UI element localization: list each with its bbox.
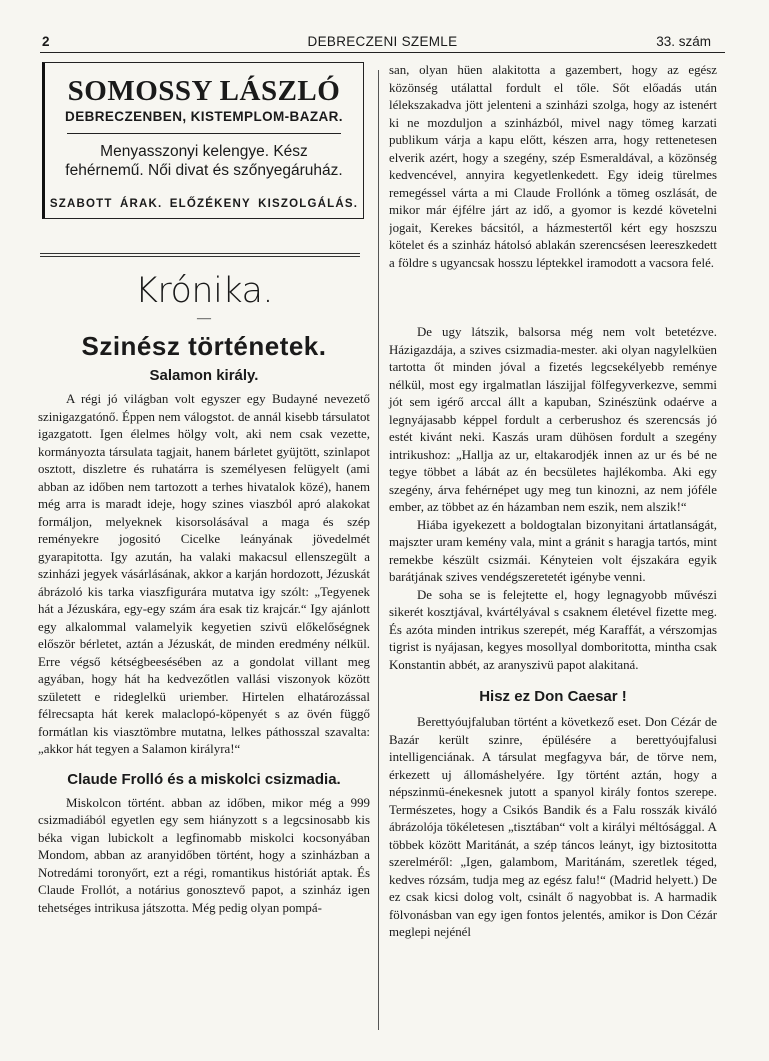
left-column: [38, 62, 370, 987]
paragraph-innocence: Hiába igyekezett a boldogtalan bizonyitani ártatlanságát, majszter uram kemény vala, mint a gránit s haragja tartós, mint remekbe készült csizmái. Kényteien volt éjszakára egyik barátjának szives vendégszeretetét igénybe venni.: [389, 517, 717, 584]
ad-address: DEBRECZENBEN, KISTEMPLOM-BAZAR.: [65, 109, 343, 124]
paragraph-frollo-continued: [389, 62, 717, 324]
ad-name: SOMOSSY LÁSZLÓ: [67, 75, 341, 107]
running-header: [40, 30, 725, 53]
article-headline: Szinész történetek.: [81, 331, 327, 361]
publication-title: DEBRECZENI SZEMLE: [307, 34, 458, 49]
section-rule: [40, 253, 360, 254]
subheading-don-caesar: Hisz ez Don Caesar !: [479, 688, 627, 705]
issue-number: 33. szám: [656, 34, 711, 49]
subheading-frollo: Claude Frolló és a miskolci csizmadia.: [67, 770, 341, 788]
section-rule-second: [40, 256, 360, 257]
right-column: [389, 62, 717, 942]
ad-terms: SZABOTT ÁRAK. ELŐZÉKENY KISZOLGÁLÁS.: [49, 198, 359, 210]
column-divider: [378, 70, 379, 1030]
subheading-salamon: Salamon király.: [149, 367, 259, 384]
paragraph-don-caesar: Berettyóujfaluban történt a következő eset. Don Cézár de Bazár került szinre, épülésére a berettyóujfalusi intelligenciának. A társulat megfagyva bár, de törve nem, érkezett uj állomáshelyére. Igy történt aztán, hogy a népszinmü-énekesnek jutott a spanyol király fontos szerepe. Természetes, hogy a Csikós Bandik és a Falu rosszák kiváló ábrázolója tökéletesen „tisztában“ volt a királyi méltósággal. A többek között Maritánát, a szép táncos leányt, igy biztositotta szerelméről: „Igen, galambom, Maritánám, szeretlek téged, kedves rózsám, tudja meg az egész falu!“ (Madrid helyett.) De ez csak kicsi dolog volt, csinált ő nagyobbat is. A harmadik fölvonásban van egy igen fontos jelentés, amikor is Don Cézár meglepi nejénél: [389, 715, 717, 939]
page-number: 2: [42, 34, 50, 49]
ad-divider: [67, 133, 341, 134]
section-title: Krónika.: [134, 271, 274, 311]
paragraph-salamon: A régi jó világban volt egyszer egy Budayné nevezető szinigazgatónő. Éppen nem válogstot. de annál kisebb társulatot igazgatott. Igen élelmes hölgy volt, aki nem csak vezette, kormányozta társulata tagjait, hanem bárletet gyüjtött, szinlapot osztott, diszletre és ruhatárra is személyesen felügyelt (ami abban az időben nem tartozott a terhes hivatalok közé), hanem még arra is maradt ideje, hogy szines viaszból apró alakokat formáljon, melyeknek kisorsolásával a maga és szép reményekre jogositó Cicelke leányának jövedelmét gyarapitotta. Igy azután, ha valaki makacsul ellenszegült a szinházi jegyek vásárlásának, akkor a karján hordozott, Jézuskát ábrázoló kis tarka viaszfigurára mutatva igy szólt: „Tegyenek hát a Jézuskára, egy-egy szám ára esak tiz krajcár.“ Igy ajánlott egy alkalommal valamelyik kegyetien szivü előkelőségnek először bérletet, aztán a Jézuskát, de minden eredmény nélkül. Erre végső kétségbeesésében az a gondolat villant meg agyában, hogy hát ha kedvezőtlen vallási viszonyok között született e rideglelkü uriember. Hirtelen elhatározással félrecsapta hát kerek malaclopó-köpenyét s az övén függő formátlan kis viasztömbre mutatna, lelkes páthosszal szavalta: „akkor hát tegyen a Salamon királyra!“: [38, 392, 370, 756]
title-dash: —: [197, 311, 211, 326]
paragraph-frollo-start: [38, 795, 370, 987]
ad-goods: Menyasszonyi kelengye. Kész fehérnemű. Női divat és szőnyegáruház.: [65, 143, 343, 179]
paragraph-frollo-continued-text: san, olyan hüen alakitotta a gazembert, hogy az egész közönség utálattal fordult el tőle. Sőt előadás után lélekszakadva jött jelenteni a szinházi szolga, hogy az istenért ki ne mozduljon a szinházból, mivel nagy tömeg karzati publikum várja a kapu előtt, készen arra, hogy rettenetesen elverik azért, hogy a szegény, szép Esmeraldával, a közönség kedvencével, annyira kegyetlenkedett. Egy ideig türelmes remegéssel várta a mi Claude Frollónk a tömeg oszlását, de mikor már éjfélre járt az idő, a gyomor is kezdé követelni jogait, Kerekes bácsitól, a házmestertől kért egy hoszszu kötelet és a szinház hátolsó ablakán szerencsésen leereszkedett a földre s ugyancsak hosszu léptekkel iramodott a vacsora felé.: [389, 63, 717, 270]
paragraph-frollo-text: Miskolcon történt. abban az időben, mikor még a 999 csizmadiából egyetlen egy sem hiányzott s a legcsinosabb kis béka vigan lubickolt a legfinomabb miskolci kocsonyában Mondom, abban az aranyidőben történt, hogy a szinházban a Notredámi toronyőrt, ezt a régi, romantikus históriát aptak. És Claude Frollót, a notárius gonosztevő papot, a szinház igen tehetséges intrikusa játszotta. Még pedig olyan pompá-: [38, 795, 370, 915]
paragraph-kaszas: De ugy látszik, balsorsa még nem volt betetézve. Házigazdája, a szives csizmadia-mester. aki olyan nagylelküen tartotta őt minden jóval a fizetés legcsekélyebb reménye nélkül, most egy irgalmatlan lászijjal fölfegyverkezve, semmi jót sem igérő arccal állt a kapuban, Szinészünk odaérve a legnyájasabb képpel fordult a cerberushoz és szerencsás jó estét kivánt neki. Kaszás uram dühösen fordult a szegény intrikushoz: „Hallja az ur, eltakarodjék innen az ur és bé ne tegye többet a lábát az én becsületes hajlékomba. Aki egy szegény, árva fehérnépet ugy meg tun kinozni, az nem jóféle ember, az többet az én házamban nem eszik, nem alszik!“: [389, 325, 717, 514]
paragraph-success: De soha se is felejtette el, hogy legnagyobb művészi sikerét kosztjával, kvártélyával s csaknem életével fizette meg. És azóta minden intrikus szerepét, még Karaffát, a vérszomjas tigrist is nyájasan, kegyes mosollyal domboritotta, mintha csak Konstantin abbét, az aranyszivü papot alakitaná.: [389, 587, 717, 672]
advertisement: [42, 62, 364, 219]
